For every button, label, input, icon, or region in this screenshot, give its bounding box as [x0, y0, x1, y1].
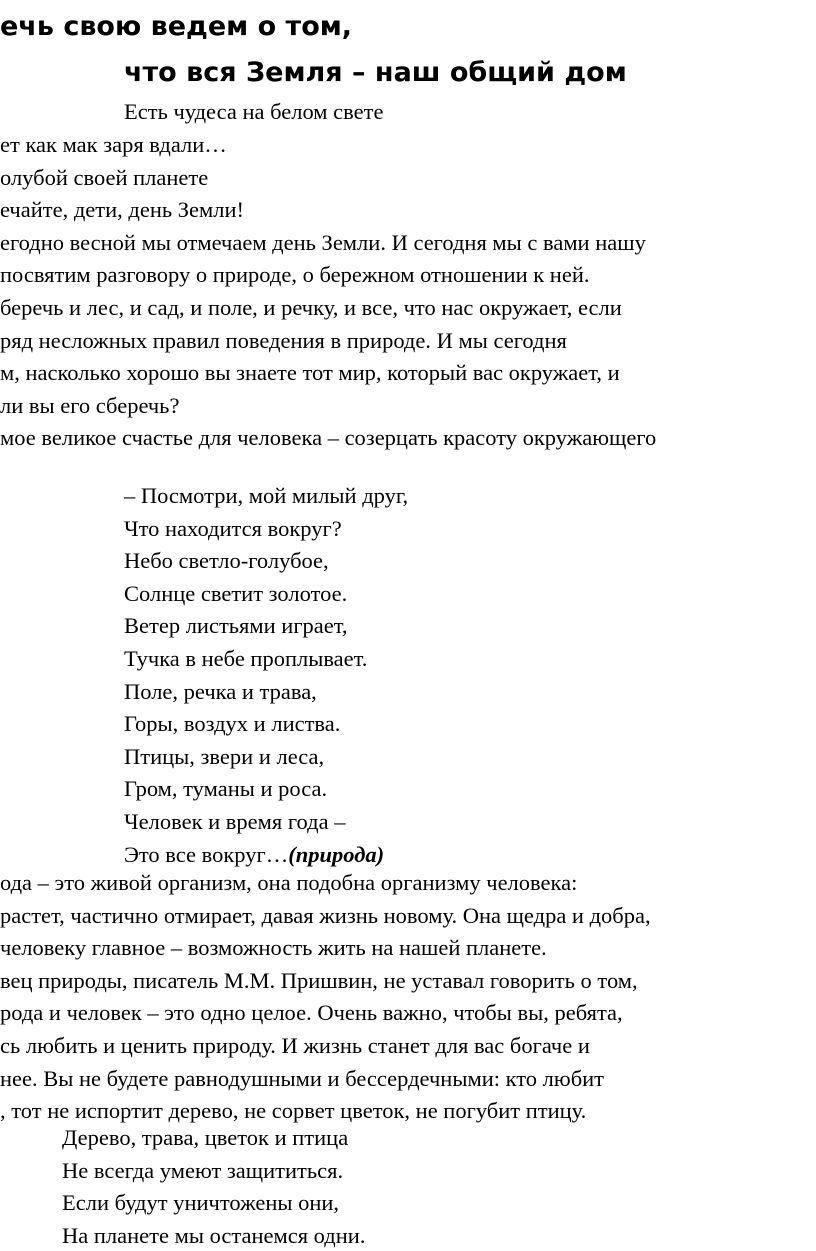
title-line-1: ечь свою ведем о том,: [0, 11, 353, 42]
poem-line: Горы, воздух и листва.: [124, 711, 341, 737]
poem-answer: (природа): [288, 841, 385, 867]
poem-line: Человек и время года –: [124, 808, 346, 834]
text-line: мое великое счастье для человека – созерцать красоту окружающего: [0, 425, 657, 451]
text-line: егодно весной мы отмечаем день Земли. И сегодня мы с вами нашу: [0, 229, 646, 255]
text-line: посвятим разговору о природе, о бережном отношении к ней.: [0, 262, 590, 288]
verse-line: Не всегда умеют защититься.: [62, 1157, 344, 1183]
poem-line: Тучка в небе проплывает.: [124, 645, 368, 671]
text-line: нее. Вы не будете равнодушными и бессердечными: кто любит: [0, 1065, 605, 1091]
text-line: рода и человек – это одно целое. Очень важно, чтобы вы, ребята,: [0, 1000, 623, 1026]
verse-line: Дерево, трава, цветок и птица: [62, 1125, 349, 1150]
poem-line: Гром, туманы и роса.: [124, 776, 328, 802]
poem-line: Птицы, звери и леса,: [124, 743, 325, 769]
poem-last-text: Это все вокруг…: [124, 841, 289, 867]
text-line: ечайте, дети, день Земли!: [0, 197, 245, 223]
poem-line: Ветер листьями играет,: [124, 613, 348, 639]
poem-line: Поле, речка и трава,: [124, 678, 317, 704]
text-line: м, насколько хорошо вы знаете тот мир, который вас окружает, и: [0, 360, 620, 386]
poem-line: Что находится вокруг?: [124, 515, 342, 541]
closing-verse: [62, 1122, 365, 1251]
text-line: ряд несложных правил поведения в природе. И мы сегодня: [0, 327, 567, 353]
text-line: вец природы, писатель М.М. Пришвин, не уставал говорить о том,: [0, 967, 638, 993]
verse-line: Если будут уничтожены они,: [62, 1190, 340, 1216]
title-line-2: что вся Земля – наш общий дом: [124, 57, 627, 88]
text-line: сь любить и ценить природу. И жизнь станет для вас богаче и: [0, 1032, 590, 1058]
text-line: ли вы его сберечь?: [0, 392, 180, 418]
text-line: человеку главное – возможность жить на нашей планете.: [0, 935, 547, 961]
poem-block: [124, 480, 408, 871]
poem-line: Солнце светит золотое.: [124, 580, 348, 606]
verse-first-line: [124, 96, 383, 129]
poem-line: Небо светло-голубое,: [124, 548, 329, 574]
text-line: беречь и лес, и сад, и поле, и речку, и все, что нас окружает, если: [0, 294, 622, 320]
after-paragraph: [0, 867, 651, 1128]
verse-line: Есть чудеса на белом свете: [124, 99, 384, 124]
verse-line: На планете мы останемся одни.: [62, 1222, 366, 1248]
text-line: ет как мак заря вдали…: [0, 132, 227, 157]
text-line: растет, частично отмирает, давая жизнь новому. Она щедра и добра,: [0, 902, 651, 928]
intro-paragraph: [0, 129, 656, 455]
text-line: олубой своей планете: [0, 164, 209, 190]
poem-line: – Посмотри, мой милый друг,: [124, 483, 409, 508]
text-line: ода – это живой организм, она подобна организму человека:: [0, 870, 578, 895]
text-line: , тот не испортит дерево, не сорвет цветок, не погубит птицу.: [0, 1098, 587, 1124]
